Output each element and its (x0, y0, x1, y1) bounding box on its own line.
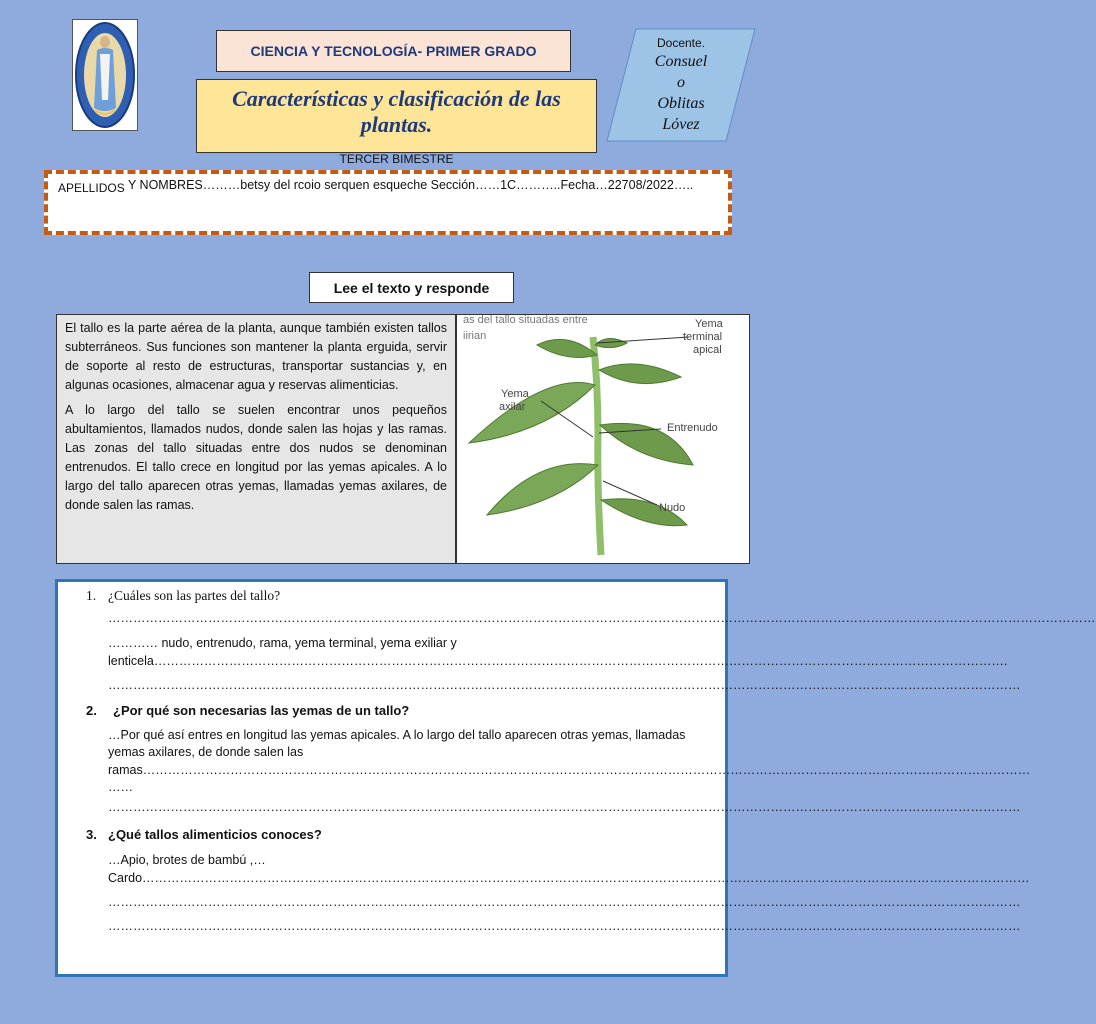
answer-line[interactable]: yemas axilares, de donde salen las (108, 745, 304, 759)
question-text: ¿Por qué son necesarias las yemas de un tallo? (113, 703, 410, 718)
question-number: 1. (86, 588, 97, 603)
answer-line[interactable]: Cardo…………………………………………………………………………………………………………………………………………………………………………………………… (108, 871, 1030, 885)
school-seal-icon (73, 20, 137, 130)
answer-line[interactable]: lenticela……………………………………………………………………………………………………………………………………………………………………………………. (108, 654, 1008, 668)
answer-line[interactable]: …Apio, brotes de bambú ,… (108, 853, 266, 867)
answer-line[interactable]: ………………………………………………………………………………………………………………………………………………………………………………………………………………… (108, 611, 1096, 625)
plant-illustration (457, 315, 751, 565)
label-nudo: Nudo (659, 502, 686, 514)
question-text: ¿Cuáles son las partes del tallo? (108, 588, 281, 603)
answer-line[interactable]: …… (108, 780, 133, 794)
stem-diagram (456, 314, 750, 564)
teacher-name-line: o (677, 74, 685, 91)
label-entrenudo: Entrenudo (667, 422, 718, 434)
answer-line[interactable]: ………… nudo, entrenudo, rama, yema terminal, yema exiliar y (108, 636, 457, 650)
teacher-label: Docente. (656, 36, 706, 50)
period-label: TERCER BIMESTRE (339, 152, 454, 166)
question-text: ¿Qué tallos alimenticios conoces? (108, 827, 322, 842)
school-logo (72, 19, 138, 131)
answer-line[interactable]: ………………………………………………………………………………………………………………………………………………………………………………………………… (108, 919, 1021, 933)
questions-box (55, 579, 1096, 977)
reading-paragraph: A lo largo del tallo se suelen encontrar unos pequeños abultamientos, llamados nudos, donde salen las hojas y las ramas. Las zonas del tallo situadas entre dos nudos se denominan entrenudos. El tallo crece en longitud por las yemas apicales. A lo largo del tallo aparecen otras yemas, llamadas yemas axilares, de donde salen las ramas. (65, 403, 447, 512)
teacher-name (606, 51, 756, 135)
worksheet-title: Características y clasificación de las plantas. (232, 86, 561, 137)
teacher-name-line: Consuel (654, 53, 708, 70)
question-number: 2. (86, 703, 97, 718)
subject-title: CIENCIA Y TECNOLOGÍA- PRIMER GRADO (216, 30, 571, 72)
label-yema-terminal: apical (693, 344, 722, 356)
answer-line[interactable]: …Por qué así entres en longitud las yemas apicales. A lo largo del tallo aparecen otras yemas, llamadas (108, 728, 686, 742)
teacher-name-line: Oblitas (657, 95, 705, 112)
label-yema-axilar: Yema (501, 388, 529, 400)
surname-label: APELLIDOS (58, 181, 125, 195)
answer-line[interactable]: ………………………………………………………………………………………………………………………………………………………………………………………………… (108, 800, 1021, 814)
reading-paragraph: El tallo es la parte aérea de la planta, aunque también existen tallos subterráneos. Sus funciones son mantener la planta erguida, servir de soporte al resto de estructuras, transportar sustancias y, en algunas ocasiones, almacenar agua y reservas alimenticias. (65, 321, 447, 392)
diagram-top-text: as del tallo situadas entre (463, 314, 588, 326)
reading-text (56, 314, 456, 564)
answer-line[interactable]: ramas…………………………………………………………………………………………………………………………………………………………………………………………… (108, 763, 1031, 777)
student-info-box[interactable] (44, 170, 732, 235)
label-yema-terminal: Yema (695, 318, 723, 330)
diagram-top-text: iirian (463, 330, 487, 342)
teacher-name-line: Lόvez (662, 116, 700, 133)
worksheet-title-box (196, 79, 597, 166)
question-number: 3. (86, 827, 97, 842)
instruction-label: Lee el texto y responde (309, 272, 514, 303)
student-info-line: Y NOMBRES………betsy del rcoio serquen esqueche Sección……1C………..Fecha…22708/2022….. (127, 178, 694, 192)
answer-line[interactable]: ………………………………………………………………………………………………………………………………………………………………………………………………… (108, 678, 1021, 692)
answer-line[interactable]: ………………………………………………………………………………………………………………………………………………………………………………………………… (108, 895, 1021, 909)
label-yema-axilar: axilar (499, 401, 526, 413)
label-yema-terminal: terminal (683, 331, 723, 343)
teacher-box (606, 28, 756, 142)
